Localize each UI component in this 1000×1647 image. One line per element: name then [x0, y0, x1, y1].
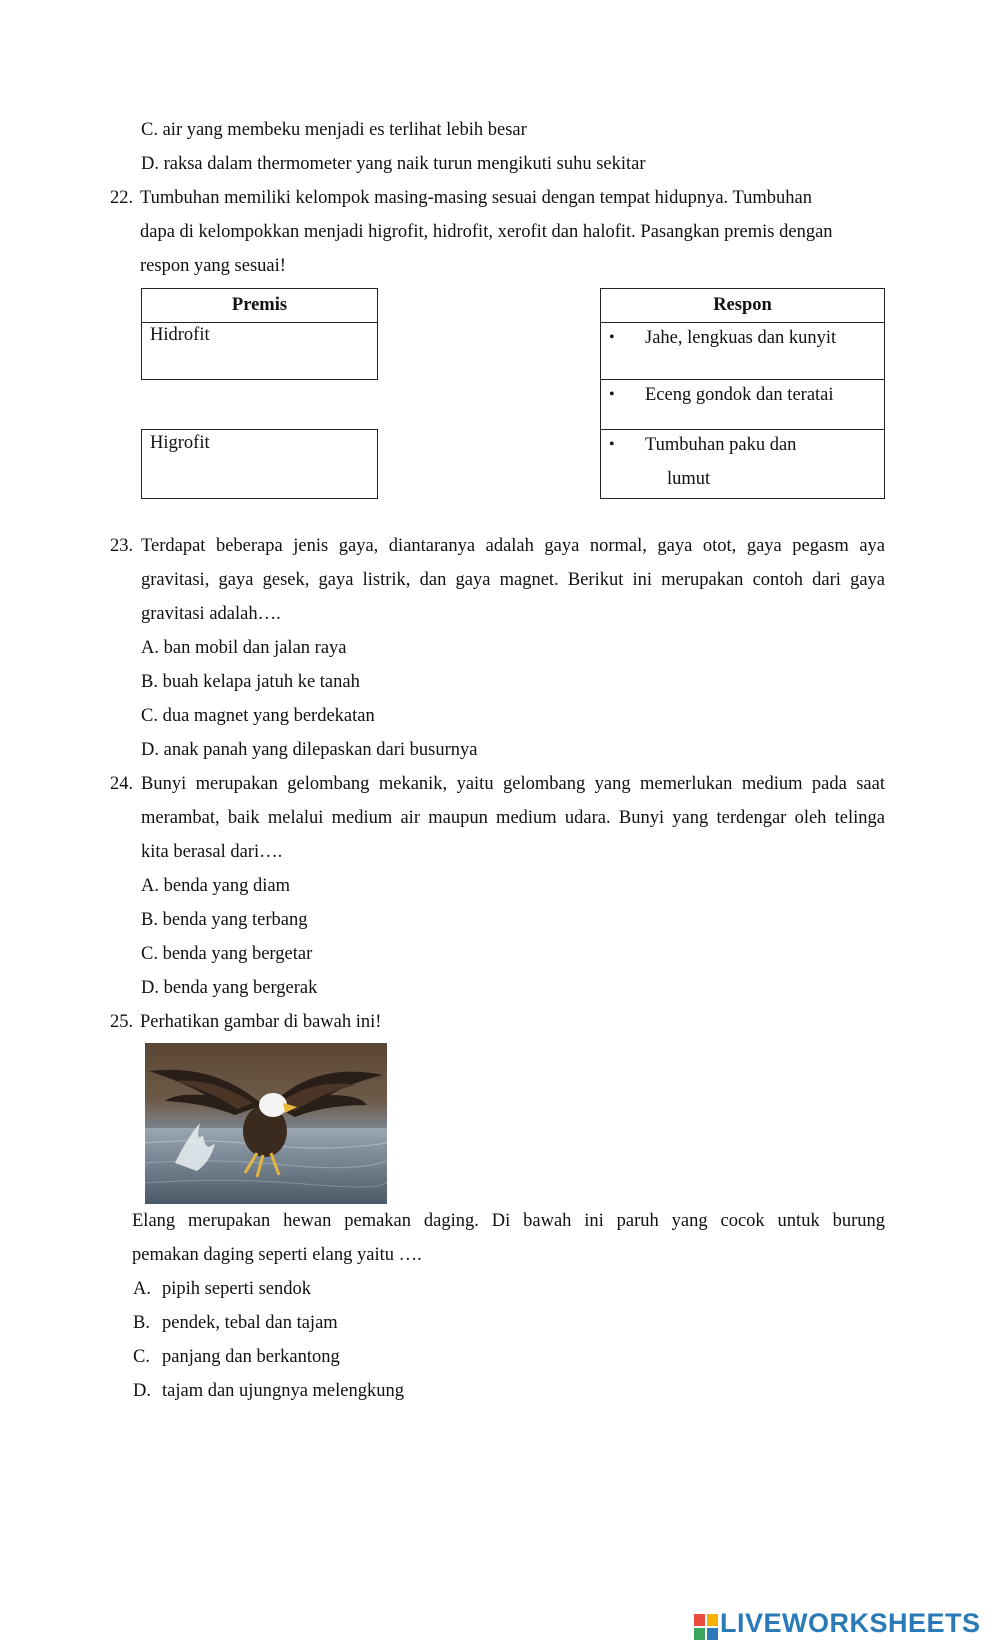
q24-text-line1: Bunyi merupakan gelombang mekanik, yaitu gelombang yang memerlukan medium pada saat	[141, 774, 885, 794]
respon-cell-1[interactable]	[601, 322, 884, 380]
premis-label-hidrofit: Hidrofit	[150, 325, 210, 345]
q23-option-b[interactable]: B. buah kelapa jatuh ke tanah	[141, 672, 360, 692]
q23-number: 23.	[110, 536, 134, 556]
q24-option-c[interactable]: C. benda yang bergetar	[141, 944, 313, 964]
q25-option-a[interactable]: pipih seperti sendok	[162, 1279, 312, 1299]
q23-text-line3: gravitasi adalah….	[141, 604, 281, 624]
respon-item-2: • Eceng gondok dan teratai	[645, 383, 834, 407]
q24-option-b[interactable]: B. benda yang terbang	[141, 910, 308, 930]
liveworksheets-watermark[interactable]: LIVEWORKSHEETS	[720, 1608, 981, 1638]
respon-cell-2[interactable]	[601, 379, 884, 430]
q23-option-d[interactable]: D. anak panah yang dilepaskan dari busurnya	[141, 740, 478, 760]
respon-item-1: • Jahe, lengkuas dan kunyit	[645, 326, 836, 350]
q23-option-a[interactable]: A. ban mobil dan jalan raya	[141, 638, 347, 658]
q25-option-b[interactable]: pendek, tebal dan tajam	[162, 1313, 338, 1333]
q25-option-d[interactable]: tajam dan ujungnya melengkung	[162, 1381, 404, 1401]
q22-text-line2: dapa di kelompokkan menjadi higrofit, hidrofit, xerofit dan halofit. Pasangkan premis dengan	[140, 222, 833, 242]
q25-option-c[interactable]: panjang dan berkantong	[162, 1347, 340, 1367]
q23-text-line2: gravitasi, gaya gesek, gaya listrik, dan gaya magnet. Berikut ini merupakan contoh dari gaya	[141, 570, 885, 590]
premis-header: Premis	[231, 295, 288, 315]
premis-label-higrofit: Higrofit	[150, 433, 210, 453]
respon-table	[600, 288, 885, 499]
q23-option-c[interactable]: C. dua magnet yang berdekatan	[141, 706, 375, 726]
q24-option-d[interactable]: D. benda yang bergerak	[141, 978, 318, 998]
premis-table	[141, 288, 378, 380]
q25-intro: Perhatikan gambar di bawah ini!	[140, 1012, 382, 1032]
premis-cell-higrofit[interactable]	[141, 429, 378, 499]
q24-number: 24.	[110, 774, 134, 794]
liveworksheets-logo-icon	[694, 1614, 718, 1640]
q25-option-b-letter: B.	[133, 1313, 150, 1333]
q24-option-a[interactable]: A. benda yang diam	[141, 876, 290, 896]
respon-item-3: • Tumbuhan paku dan	[645, 433, 796, 457]
q25-option-c-letter: C.	[133, 1347, 150, 1367]
q25-option-d-letter: D.	[133, 1381, 151, 1401]
eagle-image	[145, 1043, 387, 1204]
q25-option-a-letter: A.	[133, 1279, 151, 1299]
q22-text-line3: respon yang sesuai!	[140, 256, 286, 276]
q25-number: 25.	[110, 1012, 134, 1032]
q23-text-line1: Terdapat beberapa jenis gaya, diantaranya adalah gaya normal, gaya otot, gaya pegasm aya	[141, 536, 885, 556]
q22-number: 22.	[110, 188, 134, 208]
q24-text-line3: kita berasal dari….	[141, 842, 283, 862]
q24-text-line2: merambat, baik melalui medium air maupun medium udara. Bunyi yang terdengar oleh telinga	[141, 808, 885, 828]
q25-text-line2: pemakan daging seperti elang yaitu ….	[132, 1245, 422, 1265]
respon-cell-3[interactable]	[601, 429, 884, 498]
q21-option-c: C. air yang membeku menjadi es terlihat lebih besar	[141, 120, 527, 140]
q21-option-d: D. raksa dalam thermometer yang naik turun mengikuti suhu sekitar	[141, 154, 646, 174]
premis-cell-hidrofit[interactable]	[142, 322, 377, 379]
respon-item-3-cont: lumut	[667, 469, 711, 489]
q22-text-line1: Tumbuhan memiliki kelompok masing-masing sesuai dengan tempat hidupnya. Tumbuhan	[140, 188, 812, 208]
respon-header: Respon	[713, 295, 772, 315]
q25-text-line1: Elang merupakan hewan pemakan daging. Di bawah ini paruh yang cocok untuk burung	[132, 1211, 885, 1231]
